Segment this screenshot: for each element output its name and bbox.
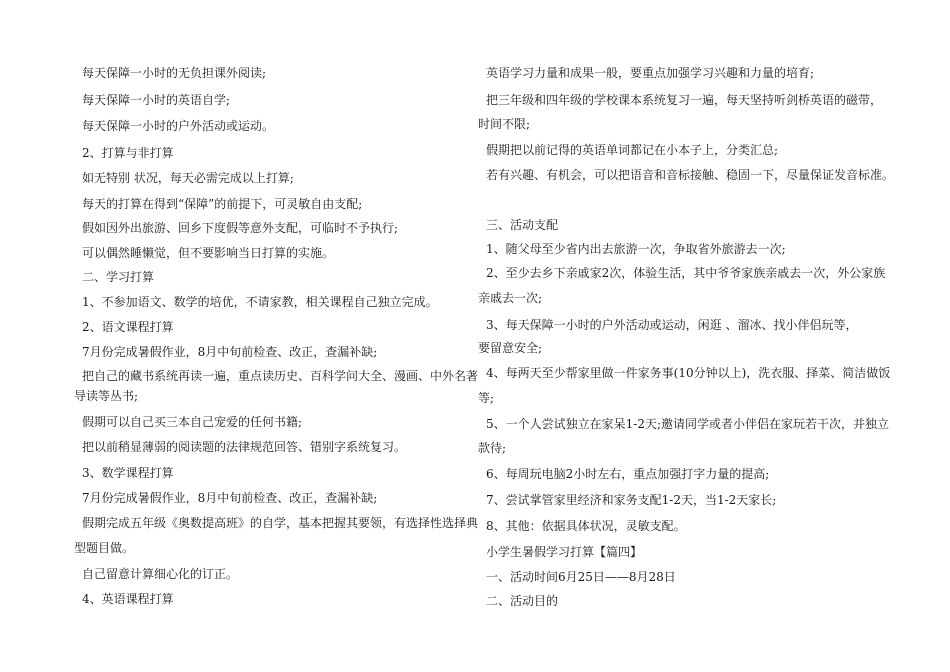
paragraph: 8、其他：依据具体状况，灵敏支配。 <box>486 519 686 533</box>
paragraph: 假如因外出旅游、回乡下度假等意外支配，可临时不予执行; <box>82 221 399 235</box>
paragraph: 把三年级和四年级的学校课本系统复习一遍，每天坚持听剑桥英语的磁带， <box>486 93 883 107</box>
paragraph-continuation: 时间不限; <box>478 117 531 131</box>
section-heading: 3、数学课程打算 <box>82 466 174 480</box>
paragraph: 假期可以自己买三本自己宠爱的任何书籍; <box>82 415 303 429</box>
section-heading: 2、打算与非打算 <box>82 146 174 160</box>
paragraph: 7月份完成暑假作业，8月中旬前检查、改正，查漏补缺; <box>82 345 378 359</box>
paragraph: 7、尝试掌管家里经济和家务支配1-2天，当1-2天家长; <box>486 493 777 507</box>
paragraph: 假期把以前记得的英语单词都记在小本子上，分类汇总; <box>486 143 779 157</box>
paragraph: 6、每周玩电脑2小时左右，重点加强打字力量的提高; <box>486 467 770 481</box>
paragraph: 英语学习力量和成果一般，要重点加强学习兴趣和力量的培育; <box>486 66 815 80</box>
paragraph: 可以偶然睡懒觉，但不要影响当日打算的实施。 <box>82 246 335 260</box>
paragraph-continuation: 亲戚去一次; <box>478 291 543 305</box>
paragraph: 每天保障一小时的户外活动或运动。 <box>82 119 275 133</box>
paragraph: 3、每天保障一小时的户外活动或运动，闲逛 、溜冰、找小伴侣玩等， <box>486 318 858 332</box>
section-heading: 一、活动时间6月25日——8月28日 <box>486 570 676 584</box>
section-heading: 2、语文课程打算 <box>82 320 174 334</box>
section-heading: 三、活动支配 <box>486 218 559 232</box>
paragraph: 假期完成五年级《奥数提高班》的自学，基本把握其要领，有选择性选择典 <box>82 516 479 530</box>
paragraph: 4、每两天至少帮家里做一件家务事(10分钟以上)，洗衣服、择菜、简洁做饭 <box>486 366 891 380</box>
section-heading: 二、学习打算 <box>82 270 155 284</box>
paragraph: 5、一个人尝试独立在家呆1-2天;邀请同学或者小伴侣在家玩若干次，并独立 <box>486 417 890 431</box>
paragraph: 1、随父母至少省内出去旅游一次，争取省外旅游去一次; <box>486 242 786 256</box>
paragraph-continuation: 要留意安全; <box>478 341 543 355</box>
section-heading: 4、英语课程打算 <box>82 592 174 606</box>
paragraph: 每天保障一小时的无负担课外阅读; <box>82 66 267 80</box>
paragraph: 每天的打算在得到“保障”的前提下，可灵敏自由支配; <box>82 197 363 211</box>
paragraph-continuation: 导读等丛书; <box>74 389 139 403</box>
paragraph: 7月份完成暑假作业，8月中旬前检查、改正，查漏补缺; <box>82 491 378 505</box>
paragraph-continuation: 型题目做。 <box>74 541 135 555</box>
paragraph: 把以前稍显薄弱的阅读题的法律规范回答、错别字系统复习。 <box>82 440 407 454</box>
paragraph: 把自己的藏书系统再读一遍，重点读历史、百科学问大全、漫画、中外名著 <box>82 369 479 383</box>
paragraph: 自己留意计算细心化的订正。 <box>82 567 239 581</box>
paragraph-continuation: 款待; <box>478 441 507 455</box>
paragraph-continuation: 等; <box>478 391 495 405</box>
paragraph: 若有兴趣、有机会，可以把语音和音标接触、稳固一下，尽量保证发音标准。 <box>486 168 895 182</box>
section-heading: 二、活动目的 <box>486 594 559 608</box>
paragraph: 如无特别 状况，每天必需完成以上打算; <box>82 171 294 185</box>
section-title: 小学生暑假学习打算【篇四】 <box>486 545 643 559</box>
paragraph: 1、不参加语文、数学的培优，不请家教，相关课程自己独立完成。 <box>82 295 438 309</box>
paragraph: 每天保障一小时的英语自学; <box>82 93 231 107</box>
paragraph: 2、至少去乡下亲戚家2次，体验生活，其中爷爷家族亲戚去一次，外公家族 <box>486 266 886 280</box>
